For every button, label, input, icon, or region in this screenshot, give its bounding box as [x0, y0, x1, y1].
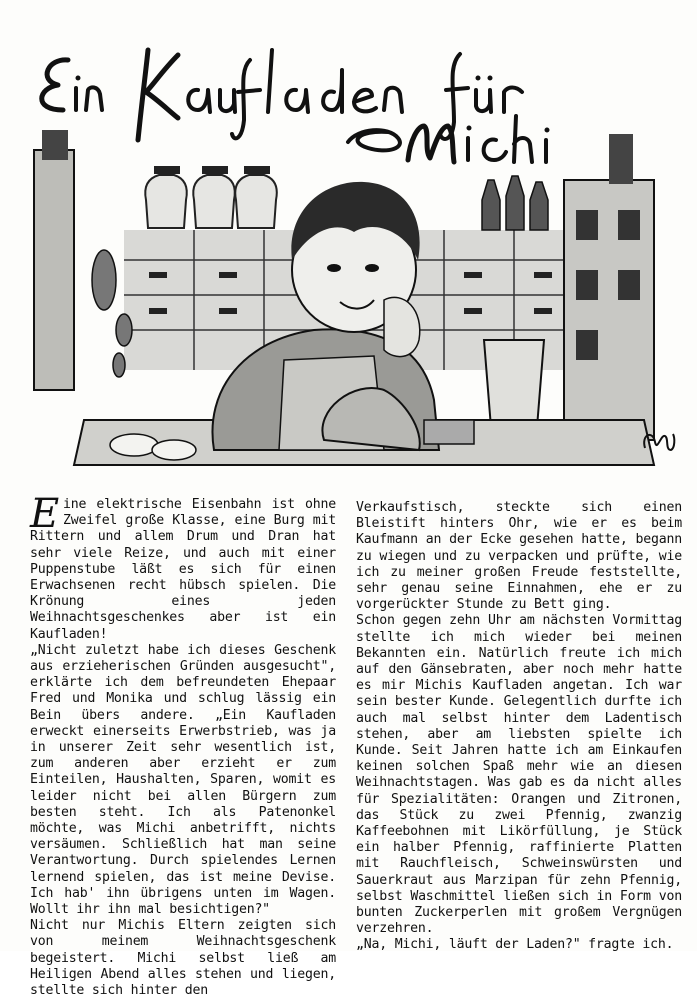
drop-cap: E: [30, 491, 59, 537]
artist-signature: [639, 424, 679, 460]
paragraph: Nicht nur Michis Eltern zeigten sich von meinem Weihnachtsgeschenk begeistert. Michi selbst ließ am Heiligen Abend alles stehen und liegen, stellte sich hinter den: [30, 918, 336, 999]
right-text-column: [356, 500, 682, 954]
paragraph: „Na, Michi, läuft der Laden?" fragte ich.: [356, 937, 674, 953]
paragraph-intro: [30, 491, 336, 643]
paragraph: Verkaufstisch, steckte sich einen Bleistift hinters Ohr, wie er es beim Kaufmann an der Ecke gesehen hatte, begann zu wiegen und zu verpacken und prüfte, wie ich zu meiner großen Freude feststellte, sehr genau seine Einnahmen, ehe er zu vorgerückter Stunde zu Bett ging.: [356, 500, 682, 613]
paragraph: Schon gegen zehn Uhr am nächsten Vormittag stellte ich mich wieder bei meinen Bekannten ein. Natürlich freute ich mich auf den Gänsebraten, aber noch mehr hatte es mir Michis Kaufladen angetan. Ich war sein bester Kunde. Gelegentlich durfte ich auch mal selbst hinter dem Ladentisch stehen, aber am liebsten spielte ich Kunde. Seit Jahren hatte ich am Einkaufen keinen solchen Spaß mehr wie an diesen Weihnachtstagen. Was gab es da nicht alles für Spezialitäten: Orangen und Zitronen, das Stück zu zwei Pfennig, zwanzig Kaffeebohnen mit Likörfüllung, je Stück ein halber Pfennig, raffinierte Platten mit Rauchfleisch, Schweinswürsten und Sauerkraut aus Marzipan für zehn Pfennig, selbst Waschmittel ließen sich in Form von bunten Zuckerperlen mit großem Vergnügen verzehren.: [356, 613, 682, 937]
boy-at-shop-counter-image: [24, 120, 674, 480]
shop-illustration: [24, 120, 674, 480]
left-text-column: [30, 491, 336, 999]
paragraph-text: ine elektrische Eisenbahn ist ohne Zweifel große Klasse, eine Burg mit Rittern und allem Drum und Dran hat sehr viele Reize, und auch mit einer Puppenstube läßt es sich für einen Erwachsenen recht hübsch spielen. Die Krönung eines jeden Weihnachtsgeschenkes aber ist ein Kaufladen!: [30, 497, 336, 642]
paragraph: „Nicht zuletzt habe ich dieses Geschenk aus erzieherischen Gründen ausgesucht", erklärte ich dem befreundeten Ehepaar Fred und Monika und schlug lässig ein Bein übers andere. „Ein Kaufladen erweckt einerseits Erwerbstrieb, was ja in unserer Zeit sehr wesentlich ist, zum anderen aber erzieht er zum Einteilen, Haushalten, Sparen, womit es leider nicht bei allen Bürgern zum besten steht. Ich als Patenonkel möchte, was Michi anbetrifft, nichts versäumen. Schließlich hat man seine Verantwortung. Durch spielendes Lernen lernend spielen, das ist meine Devise. Ich hab' ihn übrigens unten im Wagen. Wollt ihr ihn mal besichtigen?": [30, 642, 336, 918]
